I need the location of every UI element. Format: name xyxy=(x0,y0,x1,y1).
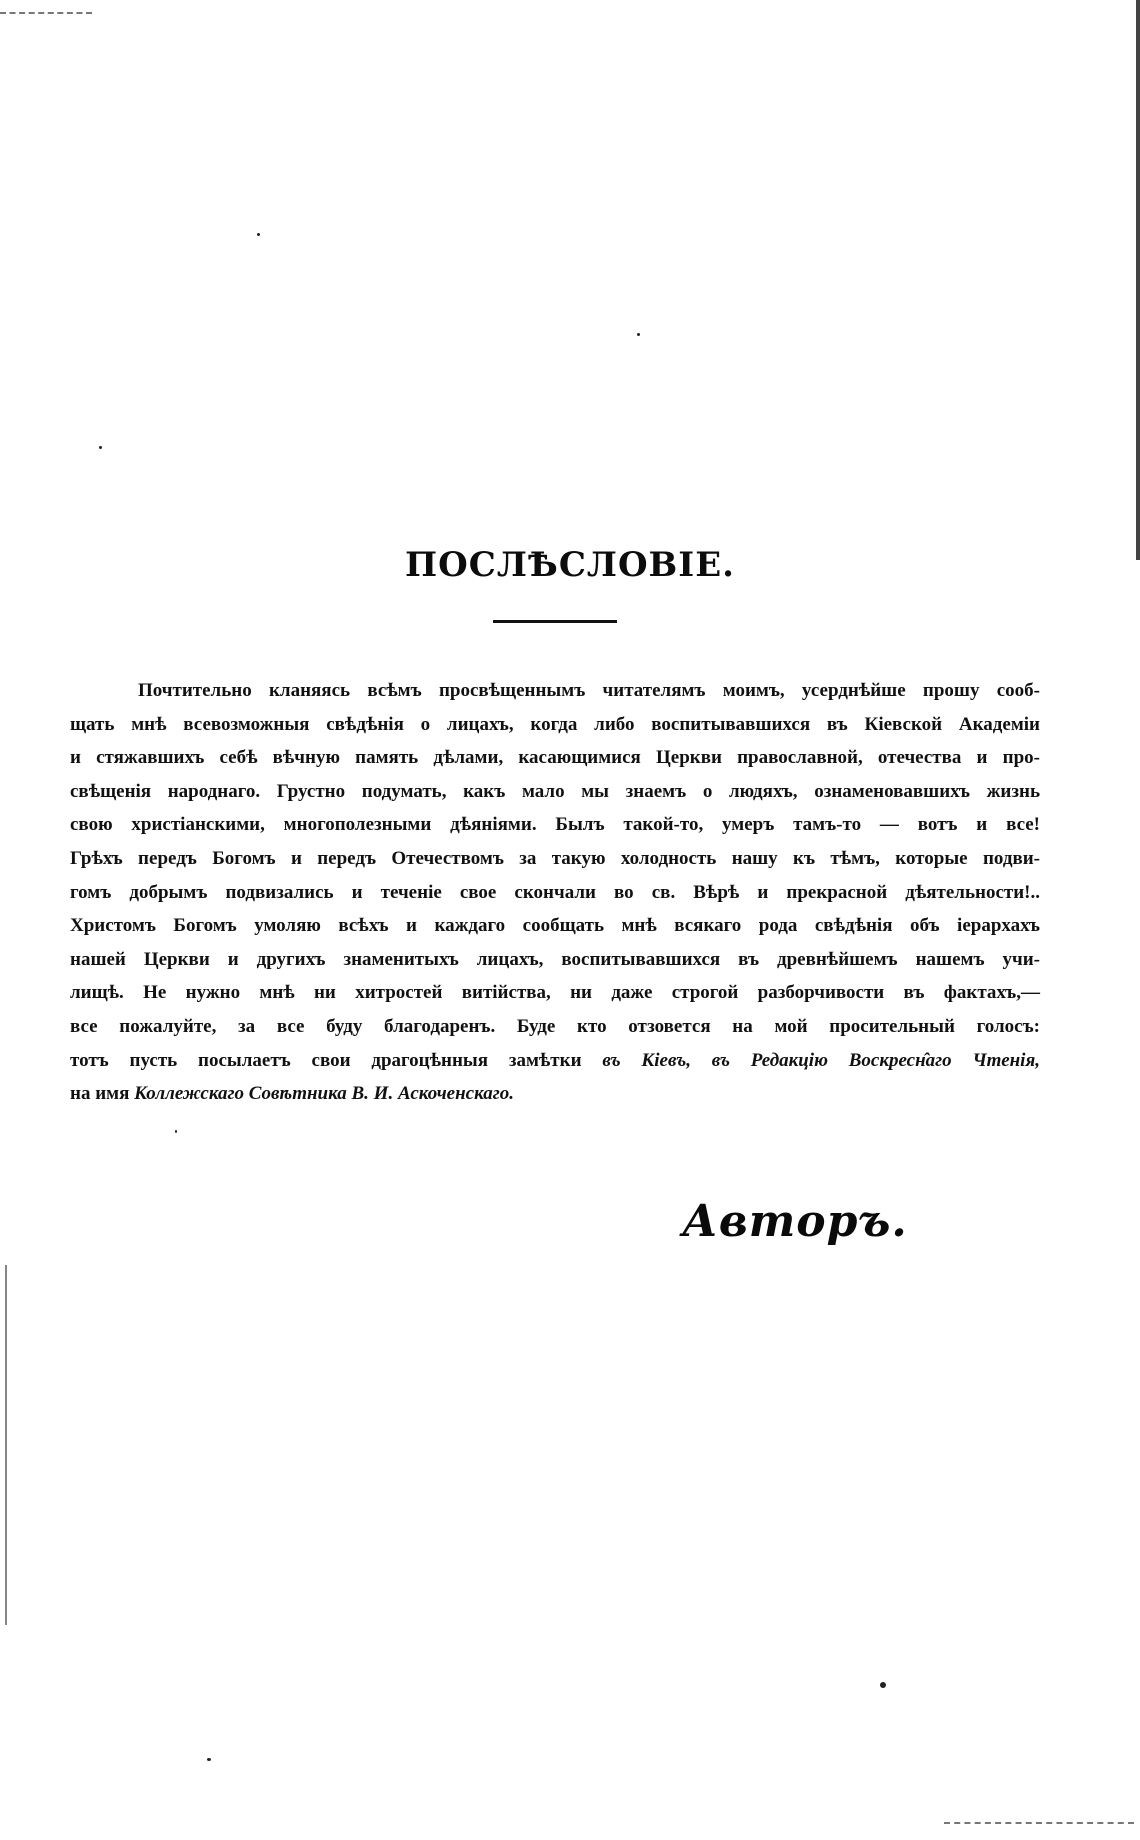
text-line-italic: Коллежскаго Совѣтника В. И. Аскоченскаго. xyxy=(134,1083,515,1105)
text-line: Грѣхъ передъ Богомъ и передъ Отечествомъ за такую холодность нашу къ тѣмъ, которые подви- xyxy=(70,847,1040,869)
author-signature: Авторъ. xyxy=(682,1196,908,1247)
text-line: Христомъ Богомъ умоляю всѣхъ и каждаго сообщать мнѣ всякаго рода свѣдѣнія объ іерархахъ xyxy=(70,915,1040,937)
text-line: лищѣ. Не нужно мнѣ ни хитростей витійства, ни даже строгой разборчивости въ фактахъ,— xyxy=(70,982,1040,1004)
text-line-plain: тотъ пусть посылаетъ свои драгоцѣнныя замѣтки xyxy=(70,1049,603,1071)
scan-artifact-left-edge xyxy=(5,1265,7,1625)
scan-artifact-right-edge xyxy=(1136,0,1140,560)
page-title: ПОСЛѢСЛОВІЕ. xyxy=(405,545,735,585)
scan-speck xyxy=(637,333,640,336)
afterword-paragraph xyxy=(70,674,1040,1111)
text-line: свѣщенія народнаго. Грустно подумать, какъ мало мы знаемъ о людяхъ, ознаменовавшихъ жизнь xyxy=(70,780,1040,802)
text-line xyxy=(70,1044,1040,1078)
text-line xyxy=(70,1077,1040,1111)
text-line: все пожалуйте, за все буду благодаренъ. Буде кто отзовется на мой просительный голосъ: xyxy=(70,1015,1040,1037)
scan-speck xyxy=(175,1130,177,1133)
text-line: гомъ добрымъ подвизались и теченіе свое скончали во св. Вѣрѣ и прекрасной дѣятельности!.. xyxy=(70,881,1040,903)
text-line: свою христіанскими, многополезными дѣяніями. Былъ такой-то, умеръ тамъ-то — вотъ и все! xyxy=(70,814,1040,836)
text-line-italic: въ Кіевъ, въ Редакцію Воскресн̂аго Чтенія, xyxy=(602,1049,1041,1071)
text-line: нашей Церкви и другихъ знаменитыхъ лицахъ, воспитывавшихся въ древнѣйшемъ нашемъ учи- xyxy=(70,948,1040,970)
text-line: и стяжавшихъ себѣ вѣчную память дѣлами, касающимися Церкви православной, отечества и про- xyxy=(70,747,1040,769)
scan-artifact-bottom-dash xyxy=(944,1822,1134,1824)
scan-speck xyxy=(880,1682,886,1688)
text-line: щать мнѣ всевозможныя свѣдѣнія о лицахъ, когда либо воспитывавшихся въ Кіевской Академіи xyxy=(70,713,1040,735)
scan-speck xyxy=(207,1758,211,1761)
scan-speck xyxy=(99,446,102,449)
scan-speck xyxy=(257,233,260,236)
text-line-plain: на имя xyxy=(70,1083,135,1105)
title-rule xyxy=(493,620,617,623)
text-line: Почтительно кланяясь всѣмъ просвѣщеннымъ читателямъ моимъ, усерднѣйше прошу сооб- xyxy=(138,680,1040,701)
scan-artifact-top-dash xyxy=(0,12,92,14)
